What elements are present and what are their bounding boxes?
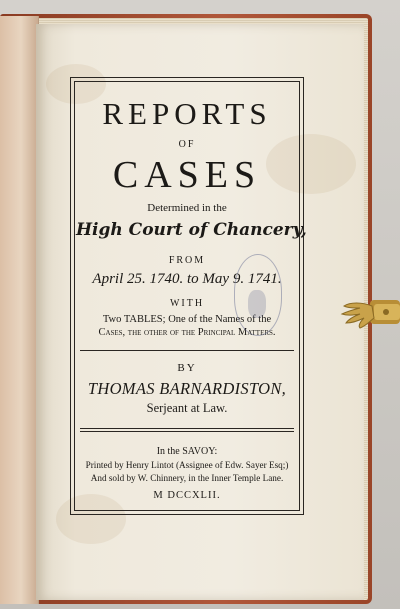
with-label: WITH: [169, 298, 205, 309]
library-stamp-mark: [248, 290, 266, 318]
rule-1: [80, 350, 294, 351]
imprint-line-2: Printed by Henry Lintot (Assignee of Edw. Sayer Esq;): [85, 460, 289, 470]
author-name: THOMAS BARNARDISTON,: [87, 379, 287, 398]
date-range: April 25. 1740. to May 9. 1741.: [92, 271, 282, 287]
tables-line-2: Cases, the other of the Principal Matters.: [98, 327, 276, 338]
court-name: High Court of Chancery,: [76, 220, 307, 240]
imprint-line-1: In the SAVOY:: [156, 446, 218, 457]
tables-line-1: Two TABLES; One of the Names of the: [102, 314, 272, 325]
title-cases: CASES: [112, 154, 262, 196]
determined-line: Determined in the: [147, 202, 227, 214]
imprint-line-3: And sold by W. Chinnery, in the Inner Temple Lane.: [90, 473, 284, 483]
from-label: FROM: [168, 255, 206, 266]
rule-2: [80, 428, 294, 432]
imprint-year: M DCCXLII.: [153, 490, 221, 501]
title-of: OF: [178, 139, 196, 150]
flyleaf: [0, 16, 39, 604]
title-reports: REPORTS: [102, 96, 272, 131]
brass-clasp-icon: [340, 292, 400, 334]
author-title: Serjeant at Law.: [146, 401, 228, 415]
by-label: BY: [177, 362, 197, 374]
